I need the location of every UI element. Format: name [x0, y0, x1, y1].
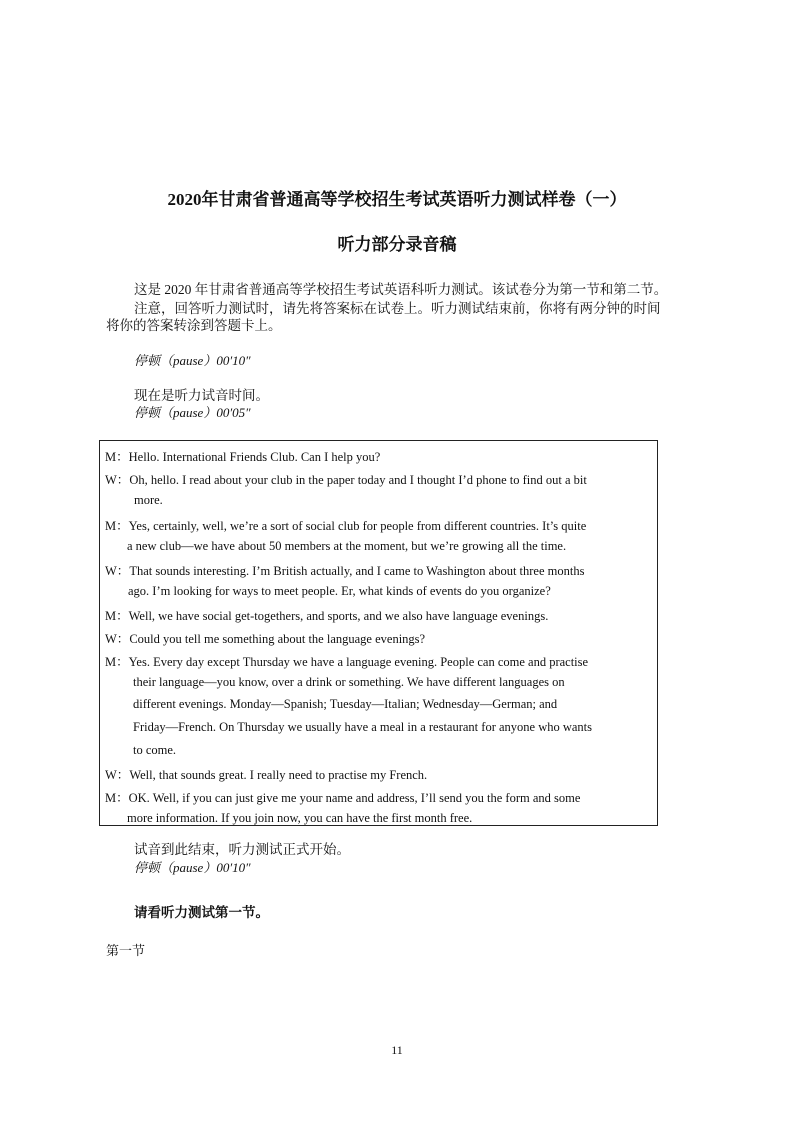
dialogue-line — [105, 788, 580, 806]
pause-note-1: 停顿（pause）00′10″ — [134, 353, 251, 368]
dialogue-line — [105, 516, 586, 534]
dialogue-text: their language—you know, over a drink or something. We have different languages on — [133, 675, 565, 689]
dialogue-text: Well, we have social get-togethers, and sports, and we also have language evenings. — [128, 609, 549, 623]
section-label: 第一节 — [106, 943, 146, 958]
document-subtitle: 听力部分录音稿 — [337, 235, 457, 254]
pause-note-2: 停顿（pause）00′05″ — [134, 405, 251, 420]
speaker-label: W： — [105, 473, 130, 487]
dialogue-text: Could you tell me something about the language evenings? — [129, 632, 426, 646]
dialogue-text: Yes. Every day except Thursday we have a language evening. People can come and practise — [128, 655, 589, 669]
dialogue-box — [99, 440, 658, 826]
dialogue-text: a new club—we have about 50 members at the moment, but we’re growing all the time. — [127, 539, 567, 553]
dialogue-line — [105, 652, 588, 670]
dialogue-text: That sounds interesting. I’m British actually, and I came to Washington about three months — [129, 564, 585, 578]
dialogue-text: to come. — [133, 743, 177, 757]
speaker-label: W： — [105, 564, 130, 578]
speaker-label: W： — [105, 768, 130, 782]
intro-line-3: 将你的答案转涂到答题卡上。 — [106, 318, 282, 333]
dialogue-text: Hello. International Friends Club. Can I help you? — [128, 450, 381, 464]
dialogue-text: Yes, certainly, well, we’re a sort of social club for people from different countries. It’s quite — [128, 519, 587, 533]
dialogue-text: OK. Well, if you can just give me your name and address, I’ll send you the form and some — [128, 791, 581, 805]
trial-notice: 现在是听力试音时间。 — [134, 388, 269, 403]
speaker-label: M： — [105, 655, 129, 669]
dialogue-line — [105, 447, 380, 465]
dialogue-line — [105, 470, 587, 488]
dialogue-line — [105, 606, 548, 624]
dialogue-text: more information. If you join now, you can have the first month free. — [127, 811, 473, 825]
speaker-label: M： — [105, 519, 129, 533]
dialogue-text: Oh, hello. I read about your club in the paper today and I thought I’d phone to find out a bit — [129, 473, 587, 487]
dialogue-text: ago. I’m looking for ways to meet people. Er, what kinds of events do you organize? — [128, 584, 551, 598]
dialogue-text: more. — [134, 493, 163, 507]
speaker-label: M： — [105, 450, 129, 464]
speaker-label: W： — [105, 632, 130, 646]
trial-end-notice: 试音到此结束，听力测试正式开始。 — [134, 842, 350, 857]
dialogue-line — [105, 765, 427, 783]
page-number: 11 — [391, 1043, 403, 1057]
intro-line-1: 这是 2020 年甘肃省普通高等学校招生考试英语科听力测试。该试卷分为第一节和第二节。 — [134, 282, 668, 297]
dialogue-text: Friday—French. On Thursday we usually have a meal in a restaurant for anyone who wants — [133, 720, 593, 734]
dialogue-line — [105, 561, 584, 579]
intro-line-2: 注意，回答听力测试时，请先将答案标在试卷上。听力测试结束前，你将有两分钟的时间 — [134, 301, 661, 316]
section-prompt: 请看听力测试第一节。 — [134, 905, 269, 920]
document-title: 2020年甘肃省普通高等学校招生考试英语听力测试样卷（一） — [167, 190, 627, 209]
speaker-label: M： — [105, 791, 129, 805]
dialogue-line — [105, 629, 425, 647]
dialogue-text: different evenings. Monday—Spanish; Tuesday—Italian; Wednesday—German; and — [133, 697, 558, 711]
speaker-label: M： — [105, 609, 129, 623]
pause-note-3: 停顿（pause）00′10″ — [134, 860, 251, 875]
dialogue-text: Well, that sounds great. I really need to practise my French. — [129, 768, 428, 782]
